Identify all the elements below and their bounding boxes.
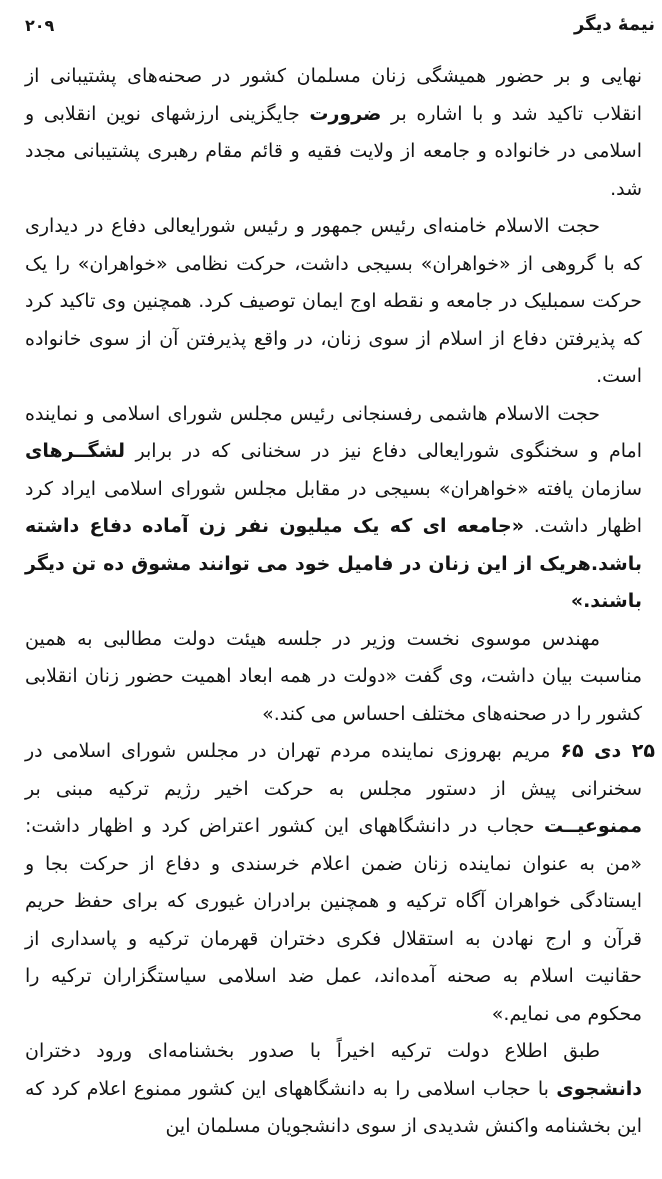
- page-body: [25, 58, 655, 1146]
- text-segment: ضرورت: [309, 102, 382, 125]
- paragraph: [25, 208, 642, 396]
- journal-title: نیمهٔ دیگر: [573, 14, 655, 35]
- text-segment: نهایی و بر حضور همیشگی زنان مسلمان کشور در صحنه‌های پشتیبانی از انقلاب تاکید شد و با اشاره بر: [25, 65, 643, 125]
- text-segment: دانشجوی: [556, 1077, 642, 1100]
- text-segment: «جامعه ای که یک میلیون نفر زن آماده دفاع داشته باشد.هریک از این زنان در فامیل خود می توانند مشوق ده تن دیگر باشند.»: [25, 515, 642, 612]
- text-segment: لشگــرهای: [25, 440, 126, 462]
- text-segment: حجت الاسلام هاشمی رفسنجانی رئیس مجلس شورای اسلامی و نماینده امام و سخنگوی شورایعالی دفاع نیز در سخنانی که در برابر: [25, 402, 642, 462]
- entry-date: ۲۵ دی ۶۵: [560, 740, 655, 762]
- text-segment: حجاب در دانشگاههای این کشور اعتراض کرد و اظهار داشت: «من به عنوان نماینده زنان ضمن اعلام خرسندی و دفاع از حرکت بجا و ایستادگی خواهران آگاه ترکیه و همچنین برادران غیوری که برای حفظ حریم قرآن و ارج نهادن به استقلال فکری دختران قهرمان ترکیه و پاسداری از حقانیت اسلام به صحنه آمده‌اند، عمل ضد اسلامی سیاستگزاران ترکیه را محکوم می نمایم.»: [25, 815, 642, 1025]
- paragraph: [25, 621, 642, 734]
- text-segment: ممنوعیــت: [543, 815, 642, 837]
- paragraph: [25, 1033, 642, 1146]
- text-segment: سازمان یافته «خواهران» بسیجی در مقابل مجلس شورای اسلامی ایراد کرد اظهار داشت.: [25, 477, 642, 537]
- text-segment: جایگزینی ارزشهای نوین انقلابی و اسلامی در خانواده و جامعه از ولایت فقیه و قائم مقام رهبری پشتیبانی مجدد شد.: [25, 102, 642, 200]
- paragraph: [25, 733, 655, 1033]
- paragraph: [25, 396, 642, 621]
- text-segment: با حجاب اسلامی را به دانشگاههای این کشور ممنوع اعلام کرد که این بخشنامه واکنش شدیدی از سوی دانشجویان مسلمان این: [25, 1077, 642, 1137]
- page-header: [25, 14, 655, 48]
- paragraph: [25, 58, 642, 208]
- page-number: ۲۰۹: [25, 16, 55, 35]
- text-segment: طبق اطلاع دولت ترکیه اخیراً با صدور بخشنامه‌ای ورود دختران: [25, 1040, 600, 1062]
- text-segment: مهندس موسوی نخست وزیر در جلسه هیئت دولت مطالبی به همین مناسبت بیان داشت، وی گفت «دولت در همه ابعاد اهمیت حضور زنان انقلابی کشور را در صحنه‌های مختلف احساس می کند.»: [25, 627, 642, 725]
- text-segment: مریم بهروزی نماینده مردم تهران در مجلس شورای اسلامی در سخنرانی پیش از دستور مجلس به حرکت اخیر رژیم ترکیه مبنی بر: [25, 740, 642, 800]
- text-segment: حجت الاسلام خامنه‌ای رئیس جمهور و رئیس شورایعالی دفاع در دیداری که با گروهی از «خواهران» بسیجی داشت، حرکت نظامی «خواهران» را یک حرکت سمبلیک در جامعه و نقطه اوج ایمان توصیف کرد. همچنین وی تاکید کرد که پذیرفتن دفاع از اسلام از سوی زنان، در واقع پذیرفتن آن از سوی خانواده است.: [25, 215, 642, 387]
